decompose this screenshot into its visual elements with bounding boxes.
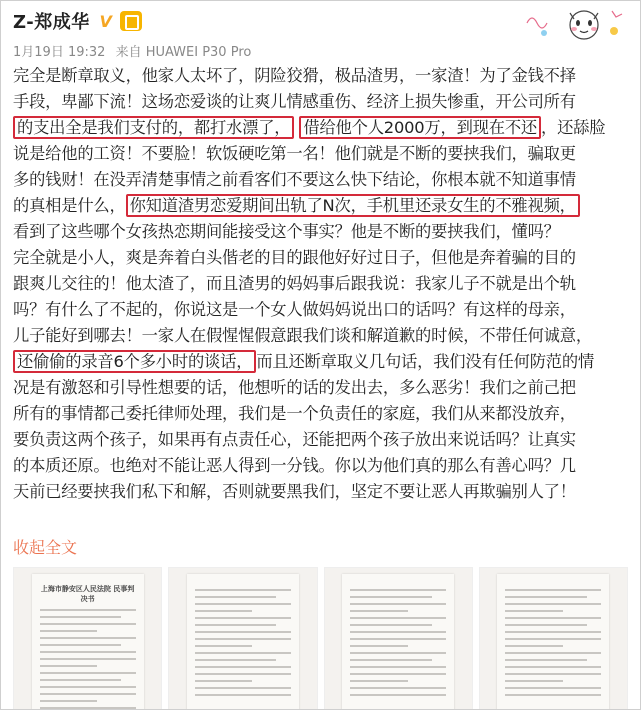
image-thumbnail[interactable] (324, 567, 473, 710)
text-segment: 所有的事情都己委托律师处理，我们是一个负责任的家庭，我们从来都没放弃， (13, 404, 576, 423)
image-gallery (13, 567, 628, 710)
document-scan-image (187, 574, 299, 710)
post-meta (13, 41, 628, 60)
text-segment: 吗？有什么了不起的，你说这是一个女人做妈妈说出口的话吗？有这样的母亲， (13, 300, 576, 319)
vip-badge-icon[interactable] (120, 11, 142, 31)
post-source: 来自 HUAWEI P30 Pro (115, 45, 252, 60)
post-text-line (13, 401, 631, 427)
text-segment: 多的钱财！在没弄清楚事情之前看客们不要这么快下结论，你根本就不知道事情 (13, 170, 576, 189)
text-segment: 跟爽儿交往的！他太渣了，而且渣男的妈妈事后跟我说：我家儿子不就是出个轨 (13, 274, 576, 293)
post-text-line (13, 453, 631, 479)
post-text-line (13, 167, 631, 193)
post-text-line (13, 479, 631, 505)
highlighted-phrase: 你知道渣男恋爱期间出轨了N次，手机里还录女生的不雅视频， (126, 194, 580, 217)
text-segment: 天前已经要挟我们私下和解，否则就要黑我们，坚定不要让恶人再欺骗别人了！ (13, 482, 576, 501)
text-segment: 完全是断章取义，他家人太坏了，阴险狡猾，极品渣男，一家渣！为了金钱不择 (13, 66, 576, 85)
post-text-line (13, 141, 631, 167)
post-text-line (13, 427, 631, 453)
username[interactable]: Z-郑成华 (13, 12, 90, 33)
post-text-line (13, 115, 631, 141)
text-segment: 说是给他的工资！不要脸！软饭硬吃第一名！他们就是不断的要挟我们，骗取更 (13, 144, 576, 163)
post-text-line (13, 375, 631, 401)
document-scan-image (32, 574, 144, 710)
highlighted-phrase: 的支出全是我们支付的，都打水漂了， (13, 116, 294, 139)
document-scan-image (342, 574, 454, 710)
text-segment: 况是有激怒和引导性想要的话，他想听的话的发出去，多么恶劣！我们之前己把 (13, 378, 576, 397)
post-text-line (13, 323, 631, 349)
text-segment: 的真相是什么， (13, 196, 126, 215)
post-text-line (13, 219, 631, 245)
text-segment: 儿子能好到哪去！一家人在假惺惺假意跟我们谈和解道歉的时候，不带任何诚意， (13, 326, 592, 345)
document-scan-image (497, 574, 609, 710)
text-segment: 看到了这些哪个女孩热恋期间能接受这个事实？他是不断的要挟我们，懂吗？ (13, 222, 560, 241)
text-segment: 而且还断章取义几句话，我们没有任何防范的情 (256, 352, 595, 371)
text-segment: 要负责这两个孩子，如果再有点责任心，还能把两个孩子放出来说话吗？让真实 (13, 430, 576, 449)
text-segment: 的本质还原。也绝对不能让恶人得到一分钱。你以为他们真的那么有善心吗？几 (13, 456, 576, 475)
post-text-line (13, 63, 631, 89)
highlighted-phrase: 借给他个人2000万，到现在不还 (299, 116, 541, 139)
post-date[interactable]: 1月19日 19:32 (13, 45, 106, 60)
post-text-line (13, 349, 631, 375)
verified-v-icon: V (99, 11, 112, 31)
image-thumbnail[interactable] (13, 567, 162, 710)
text-segment: 完全就是小人，爽是奔着白头偕老的目的跟他好好过日子，但他是奔着骗的目的 (13, 248, 576, 267)
text-segment: 手段，卑鄙下流！这场恋爱谈的让爽儿情感重伤、经济上损失惨重，开公司所有 (13, 92, 576, 111)
post-text-line (13, 271, 631, 297)
image-thumbnail[interactable] (479, 567, 628, 710)
cartoon-decoration-icon (522, 3, 632, 43)
post-text-line (13, 245, 631, 271)
collapse-full-text-link[interactable]: 收起全文 (13, 538, 78, 557)
post-text-line (13, 193, 631, 219)
post-body (13, 63, 631, 505)
post-text-line (13, 297, 631, 323)
highlighted-phrase: 还偷偷的录音6个多小时的谈话， (13, 350, 256, 373)
image-thumbnail[interactable] (168, 567, 317, 710)
post-text-line (13, 89, 631, 115)
text-segment: ，还舔脸 (541, 118, 606, 137)
document-title: 上海市静安区人民法院 民事判决书 (40, 585, 135, 603)
